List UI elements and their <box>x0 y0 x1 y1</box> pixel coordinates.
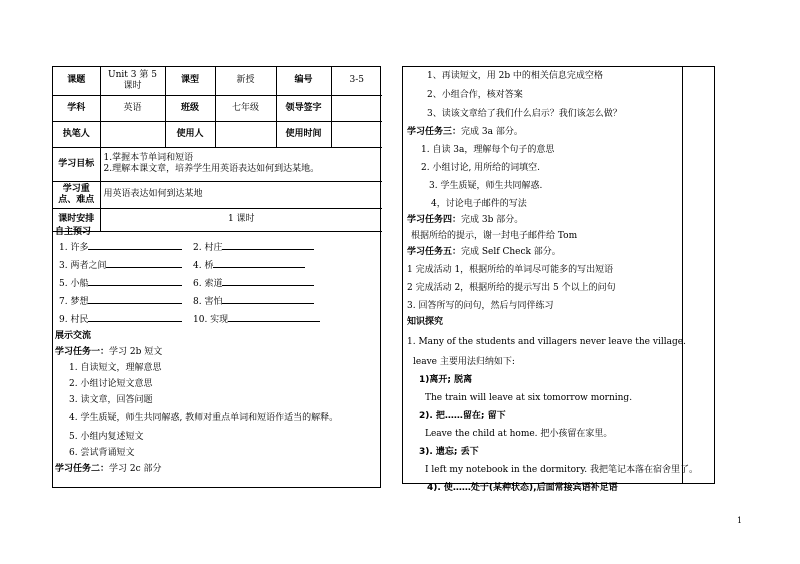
vocab-item: 5. 小船 <box>59 279 89 289</box>
writer-label: 执笔人 <box>53 121 100 147</box>
task1-step: 1. 自读短文，理解意思 <box>69 363 162 373</box>
focus-label: 学习重点、难点 <box>53 181 100 208</box>
type-label: 课型 <box>165 67 215 95</box>
task1-step: 2. 小组讨论短文意思 <box>69 379 153 389</box>
user-value <box>215 121 276 147</box>
subject-label: 学科 <box>53 95 100 121</box>
task2-line <box>55 462 380 478</box>
task4-text: 完成 3b 部分。 <box>461 215 524 225</box>
vocab-row <box>55 275 380 293</box>
answer-blank[interactable] <box>88 311 182 322</box>
answer-blank[interactable] <box>222 239 314 250</box>
schedule-value: 1 课时 <box>100 208 382 231</box>
vocab-row <box>55 239 380 257</box>
vocab-row <box>55 311 380 329</box>
page-number: 1 <box>737 516 743 525</box>
task1-step: 4. 学生质疑，师生共同解惑, 教师对重点单词和短语作适当的解释。 <box>69 413 339 423</box>
usage-example: The train will leave at six tomorrow morning. <box>425 393 633 403</box>
task2-label: 学习任务二： <box>55 464 110 474</box>
vocab-item: 4. 桥 <box>193 261 214 271</box>
vocab-item: 1. 许多 <box>59 243 89 253</box>
vocab-item: 10. 实现 <box>193 315 229 325</box>
task1-text: 学习 2b 短文 <box>109 347 163 357</box>
task5-label: 学习任务五： <box>407 247 462 257</box>
leader-value <box>331 95 382 121</box>
task5-text: 完成 Self Check 部分。 <box>461 247 561 257</box>
answer-blank[interactable] <box>222 293 314 304</box>
task3-step: 4，讨论电子邮件的写法 <box>431 199 527 209</box>
vocab-item: 3. 两者之间 <box>59 261 107 271</box>
focus-value: 用英语表达如何到达某地 <box>100 181 382 208</box>
vocab-item: 6. 索道 <box>193 279 223 289</box>
answer-blank[interactable] <box>88 293 182 304</box>
vocab-item: 2. 村庄 <box>193 243 223 253</box>
left-page <box>52 66 381 488</box>
usage-example: Leave the child at home. 把小孩留在家里。 <box>425 429 613 439</box>
exchange-heading: 展示交流 <box>55 331 92 341</box>
time-value <box>331 121 382 147</box>
answer-blank[interactable] <box>213 257 305 268</box>
usage-title: 4). 使……处于(某种状态),后面常接宾语补足语 <box>427 483 618 493</box>
topic-label: 课题 <box>53 67 100 95</box>
preview-heading: 自主预习 <box>55 227 92 237</box>
right-page <box>402 66 715 493</box>
answer-blank[interactable] <box>228 311 320 322</box>
answer-blank[interactable] <box>88 275 182 286</box>
task1-step: 5. 小组内复述短文 <box>69 432 144 442</box>
goal-2: 2.理解本课文章，培养学生用英语表达如何到达某地。 <box>103 164 320 174</box>
task5-step: 2 完成活动 2，根据所给的提示写出 5 个以上的问句 <box>407 283 616 293</box>
answer-blank[interactable] <box>88 239 182 250</box>
vocab-item: 7. 梦想 <box>59 297 89 307</box>
leader-label: 领导签字 <box>276 95 331 121</box>
goals-value <box>100 147 382 181</box>
time-label: 使用时间 <box>276 121 331 147</box>
task1-step: 6. 尝试背诵短文 <box>69 448 135 458</box>
task2-step: 2、小组合作，核对答案 <box>427 90 523 100</box>
subject-value: 英语 <box>100 95 165 121</box>
task4-label: 学习任务四： <box>407 215 462 225</box>
task4-desc: 根据所给的提示，谢一封电子邮件给 Tom <box>411 231 578 241</box>
task5-line <box>407 245 681 261</box>
example-sentence: 1. Many of the students and villagers never leave the village. <box>407 337 686 347</box>
task2-step: 1、再读短文，用 2b 中的相关信息完成空格 <box>427 71 603 81</box>
user-label: 使用人 <box>165 121 215 147</box>
task4-line <box>407 213 681 229</box>
writer-value <box>100 121 165 147</box>
answer-blank[interactable] <box>222 275 314 286</box>
task2-text: 学习 2c 部分 <box>109 464 162 474</box>
info-table <box>53 67 382 232</box>
task1-line <box>55 345 380 361</box>
right-body <box>403 67 698 497</box>
number-label: 编号 <box>276 67 331 95</box>
task3-label: 学习任务三： <box>407 127 462 137</box>
topic-value: Unit 3 第 5 课时 <box>100 67 165 95</box>
task1-label: 学习任务一： <box>55 347 110 357</box>
task3-step: 1. 自读 3a，理解每个句子的意思 <box>421 145 555 155</box>
schedule-label: 课时安排 <box>53 208 100 231</box>
explore-heading: 知识探究 <box>407 317 444 327</box>
task3-step: 2. 小组讨论, 用所给的词填空. <box>421 163 541 173</box>
task3-line <box>407 125 681 141</box>
vocab-row <box>55 257 380 275</box>
task1-step: 3. 读文章，回答问题 <box>69 395 153 405</box>
goals-label: 学习目标 <box>53 147 100 181</box>
vocab-row <box>55 293 380 311</box>
task5-step: 1 完成活动 1，根据所给的单词尽可能多的写出短语 <box>407 265 614 275</box>
usage-title: 2). 把……留在; 留下 <box>419 411 506 421</box>
number-value: 3-5 <box>331 67 382 95</box>
vocab-item: 9. 村民 <box>59 315 89 325</box>
leave-intro: leave 主要用法归纳如下: <box>413 357 515 367</box>
answer-blank[interactable] <box>106 257 182 268</box>
task2-step: 3、读该文章给了我们什么启示？我们该怎么做？ <box>427 109 622 119</box>
task3-text: 完成 3a 部分。 <box>461 127 523 137</box>
type-value: 新授 <box>215 67 276 95</box>
left-body <box>53 225 380 478</box>
class-label: 班级 <box>165 95 215 121</box>
goal-1: 1.掌握本节单词和短语 <box>103 153 194 163</box>
class-value: 七年级 <box>215 95 276 121</box>
task5-step: 3. 回答所写的问句，然后与同伴练习 <box>407 301 554 311</box>
column-divider <box>682 67 683 483</box>
vocab-item: 8. 害怕 <box>193 297 223 307</box>
usage-example: I left my notebook in the dormitory. 我把笔记本落在宿舍里了。 <box>425 465 698 475</box>
usage-title: 3). 遗忘; 丢下 <box>419 447 479 457</box>
usage-title: 1)离开; 脱离 <box>419 375 473 385</box>
task3-step: 3. 学生质疑，师生共同解惑. <box>429 181 543 191</box>
